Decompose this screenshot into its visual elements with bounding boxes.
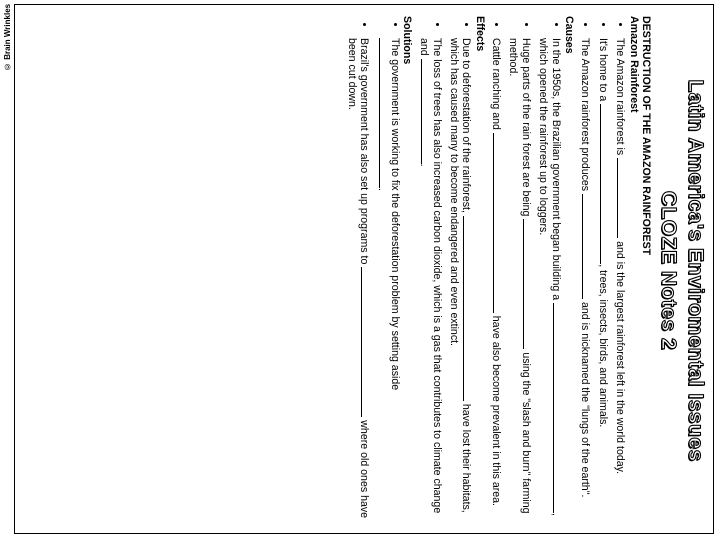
- page-subtitle: CLOZE Notes 2: [657, 190, 680, 351]
- fill-blank[interactable]: [582, 194, 592, 299]
- fill-blank[interactable]: [553, 303, 563, 513]
- item-text: have also become prevalent in this area.: [489, 315, 502, 506]
- section-label-amazon: Amazon Rainforest: [627, 16, 640, 113]
- fill-blank[interactable]: [523, 219, 533, 349]
- section-label-solutions: Solutions: [401, 16, 414, 65]
- causes-list: [490, 16, 563, 527]
- copyright-credit: © Brain Wrinkles: [3, 4, 12, 72]
- item-text: The government is working to fix the deforestation problem by setting aside: [389, 38, 402, 391]
- item-text: , trees, insects, birds, and animals.: [596, 264, 609, 428]
- list-item: [418, 36, 444, 527]
- fill-blank[interactable]: [617, 158, 627, 238]
- fill-blank[interactable]: [379, 38, 389, 188]
- section-label-effects: Effects: [473, 16, 486, 52]
- item-text: The Amazon rainforest is: [614, 38, 627, 156]
- list-item: [507, 36, 533, 527]
- list-item: [375, 36, 401, 527]
- list-item: [579, 36, 592, 527]
- main-heading: DESTRUCTION OF THE AMAZON RAINFOREST: [640, 16, 652, 256]
- item-text: and is the largest rainforest left in the world today.: [614, 241, 627, 475]
- fill-blank[interactable]: [463, 216, 473, 401]
- section-label-causes: Causes: [562, 16, 575, 54]
- list-item: [447, 36, 473, 527]
- item-text: .: [375, 188, 388, 191]
- item-text: Due to deforestation of the rainforest,: [460, 38, 473, 213]
- item-text: Cattle ranching and: [489, 38, 502, 130]
- item-text: Huge parts of the rain forest are being: [519, 38, 532, 217]
- page-title: Latin America's Enviromental Issues: [684, 79, 707, 462]
- item-text: The loss of trees has also increased carbon dioxide, which is a gas that contributes to climate change and: [417, 38, 444, 514]
- rotated-notes-page: [10, 8, 710, 533]
- item-text: In the 1950s, the Brazilian government began building a: [549, 38, 562, 301]
- list-item: [490, 36, 503, 527]
- item-text: Brazil's government has also set up programs to: [358, 38, 371, 265]
- fill-blank[interactable]: [600, 104, 610, 264]
- list-item: [345, 36, 371, 527]
- fill-blank[interactable]: [421, 59, 431, 164]
- item-text: , which opened the rainforest up to loggers.: [537, 38, 562, 516]
- fill-blank[interactable]: [361, 267, 371, 417]
- item-text: where old ones have been cut down.: [345, 38, 371, 519]
- item-text: It's home to a: [596, 38, 609, 102]
- list-item: [596, 36, 609, 527]
- item-text: and is nicknamed the "lungs of the earth".: [579, 302, 592, 498]
- list-item: [614, 36, 627, 527]
- effects-list: [418, 16, 474, 527]
- item-text: using the "slash and burn" farming method.: [507, 38, 532, 514]
- amazon-list: [579, 16, 627, 527]
- fill-blank[interactable]: [493, 133, 503, 313]
- notes-content: [345, 8, 652, 533]
- item-text: have lost their habitats, which has caused many to become endangered and even extinct.: [447, 38, 473, 513]
- list-item: [537, 36, 563, 527]
- item-text: The Amazon rainforest produces: [579, 38, 592, 192]
- solutions-list: [345, 16, 401, 527]
- item-text: .: [417, 163, 430, 167]
